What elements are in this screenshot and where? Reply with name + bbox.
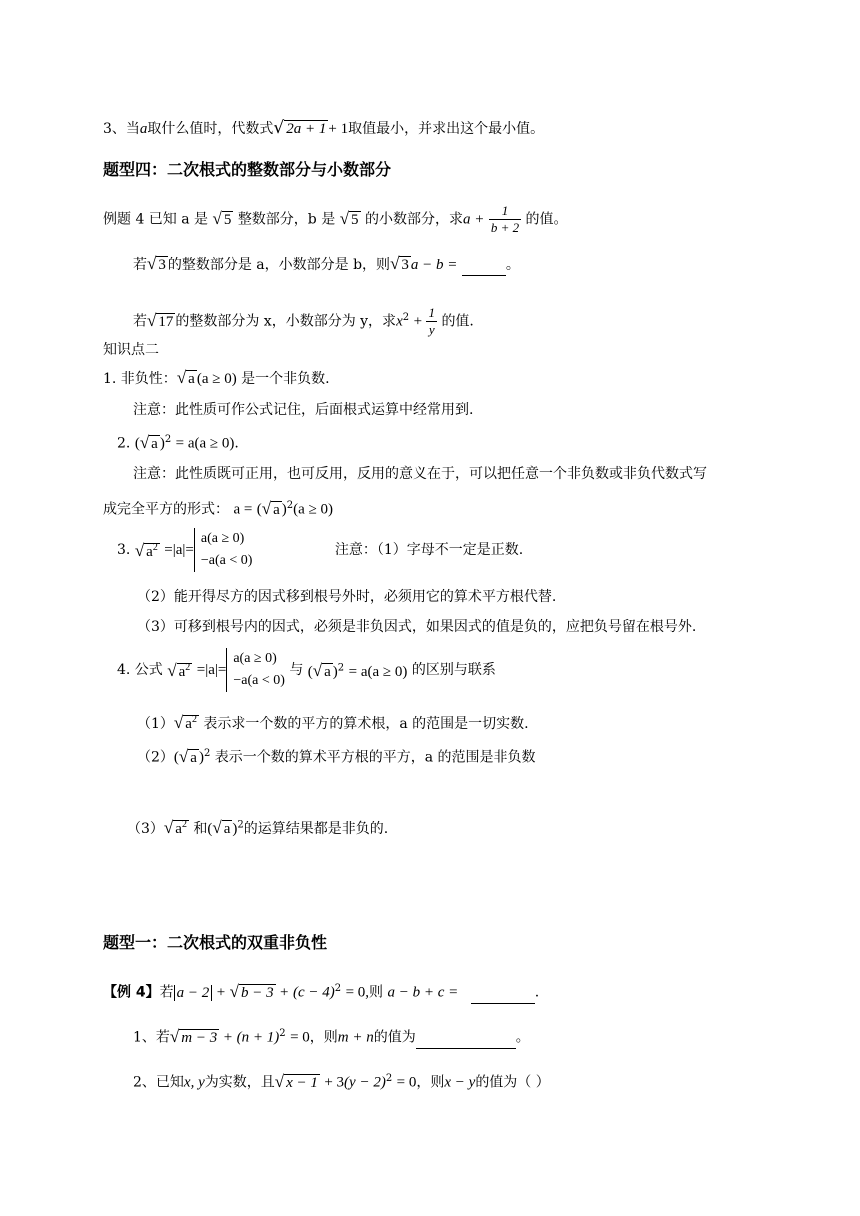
property-2-note-cont: 成完全平方的形式： a = (√ a )$^2$(a ≥ 0) (103, 498, 334, 518)
q3-radicand: 2a + 1 (286, 121, 327, 137)
ex4-lead: a + (462, 211, 485, 228)
answer-blank-q1[interactable] (416, 1028, 516, 1049)
property-3: 3. √ $a^2 =|a|=$ a(a ≥ 0) −a(a < 0) 注意：（1）字母不一定是正数. (117, 528, 523, 572)
property-4-item-2: （2）(√ a )$^2$ 表示一个数的算术平方根的平方，a 的范围是非负数 (137, 746, 536, 766)
property-4-item-3: （3）√ $a^2$ 和(√ a )$^2$的运算结果都是非负的. (127, 818, 389, 837)
example-4b: 【例 4】若 a − 2 + √ $b - 3 + (c - 4)^2 = 0$,则 a − b + c = . (103, 979, 539, 1004)
piecewise-brace: a(a ≥ 0) −a(a < 0) (194, 528, 253, 572)
problem-sqrt3: 若√ 3 的整数部分是 a，小数部分是 b，则√ 3 a − b = 。 (133, 254, 520, 276)
p1-radical-2: √ 3 (390, 254, 409, 273)
property-1: 1. 非负性：√ a (a ≥ 0) 是一个非负数. (103, 368, 330, 387)
ex4-prefix: 例题 4 已知 a 是 (103, 211, 209, 228)
heading-type-1: 题型一：二次根式的双重非负性 (103, 933, 328, 952)
p1-radical: √ 3 (147, 254, 166, 273)
p2-radical: √ 17 (147, 310, 174, 330)
abs-value: a − 2 (174, 985, 213, 1001)
property-4: 4. 公式 √ $a^2 =|a|=$ a(a ≥ 0) −a(a < 0) 与 (√ a )$^2$ = a(a ≥ 0) 的区别与联系 (117, 648, 496, 692)
example-tag: 【例 4】 (103, 984, 160, 1001)
ex4-radical-1: √ 5 (212, 208, 232, 228)
property-4-item-1: （1）√ $a^2$ 表示求一个数的平方的算术根，a 的范围是一切实数. (137, 713, 529, 732)
question-1: 1、若√ $m - 3 + (n + 1)^2 = 0$，则m + n的值为 。 (133, 1024, 530, 1049)
property-3-note-3: （3）可移到根号内的因式，必须是非负因式，如果因式的值是负的，应把负号留在根号外. (137, 619, 697, 635)
heading-type-4: 题型四：二次根式的整数部分与小数部分 (103, 160, 392, 179)
property-1-note: 注意：此性质可作公式记住，后面根式运算中经常用到. (133, 402, 474, 418)
q3-mid: 取什么值时，代数式 (147, 121, 274, 137)
q3-expr-tail: + 1 (328, 121, 349, 137)
example-4 (103, 203, 568, 236)
ex4-suffix: 的值。 (525, 211, 568, 228)
problem-sqrt17: 若√ 17 的整数部分为 x，小数部分为 y，求$x^2$ + $\frac{1}{y}$ 的值. (133, 305, 474, 337)
p2-fraction: $\frac{1}{y}$ (428, 305, 435, 337)
piecewise-brace-4: a(a ≥ 0) −a(a < 0) (226, 648, 285, 692)
property-2-note: 注意：此性质既可正用，也可反用，反用的意义在于，可以把任意一个非负数或非负代数式写 (133, 466, 707, 482)
question-3 (103, 118, 544, 139)
q3-prefix: 3、当 (103, 121, 140, 137)
answer-blank-ex4[interactable] (471, 983, 535, 1004)
property-2: 2. (√ a )$^2$ = a(a ≥ 0). (117, 432, 239, 452)
question-2: 2、已知x, y为实数，且√ $x - 1 + 3(y - 2)^2 = 0$，则x − y的值为（ ） (133, 1071, 550, 1091)
ex4-mid: 整数部分，b 是 (237, 211, 336, 228)
knowledge-point-2-title: 知识点二 (103, 342, 159, 358)
ex4-mid2: 的小数部分，求 (364, 211, 463, 228)
q3-var: a (139, 121, 148, 137)
q3-suffix: 取值最小，并求出这个最小值。 (348, 121, 545, 137)
answer-blank[interactable] (462, 255, 506, 276)
property-3-note-2: （2）能开得尽方的因式移到根号外时，必须用它的算术平方根代替. (137, 589, 557, 605)
q3-radical: √ 2a + 1 (273, 118, 327, 138)
ex4-radical-2: √ 5 (339, 208, 359, 228)
ex4-fraction: $\frac{1}{b + 2}$ (490, 203, 520, 235)
